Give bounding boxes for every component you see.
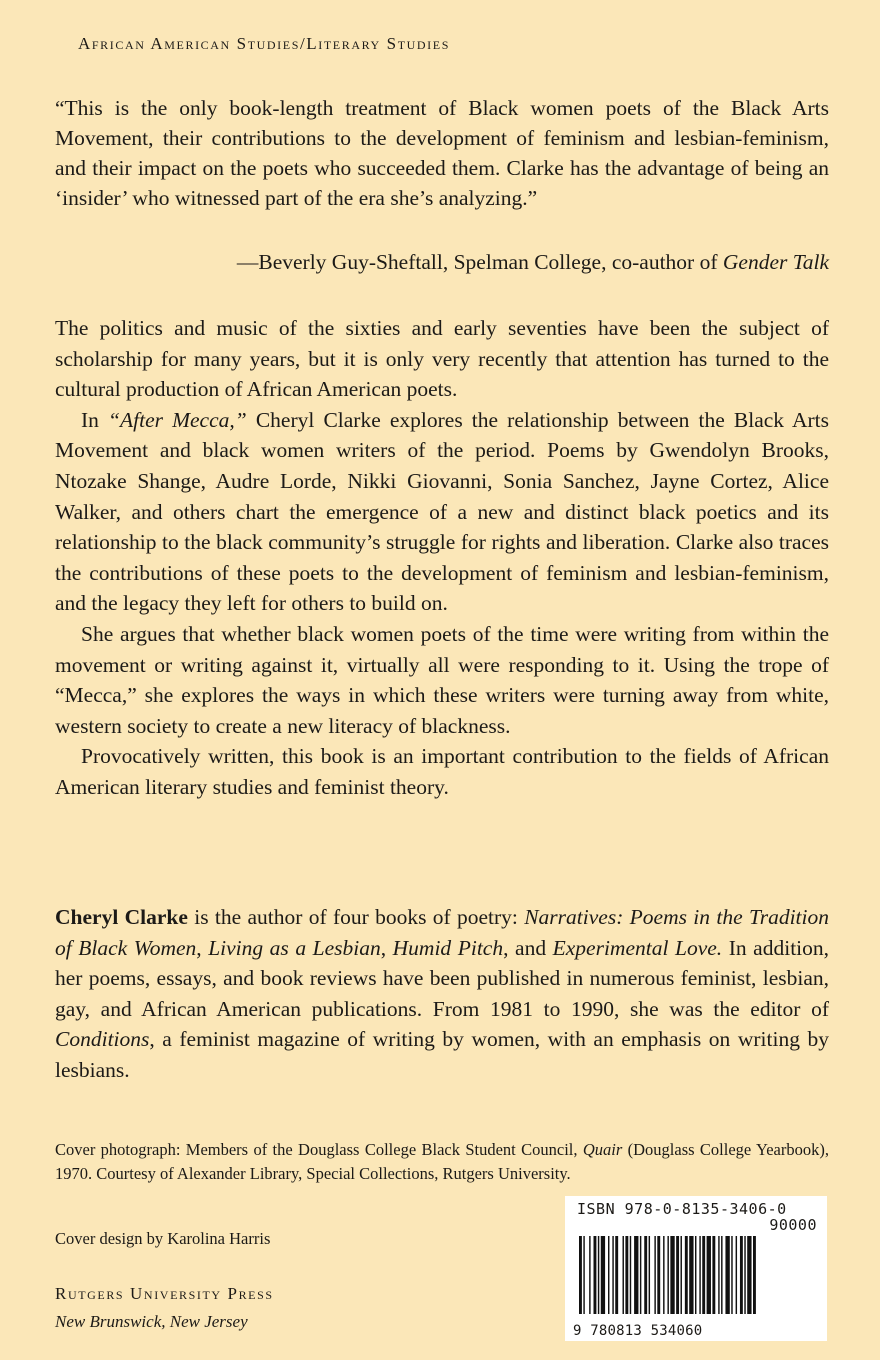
barcode-bar xyxy=(689,1236,693,1314)
photo-credit: Cover photograph: Members of the Douglass College Black Student Council, Quair (Douglass College Yearbook), 1970. Courtesy of Alexander Library, Special Collections, Rutgers University. xyxy=(55,1140,829,1183)
barcode-bar xyxy=(667,1236,668,1314)
barcode-bar xyxy=(654,1236,655,1314)
barcode-bar xyxy=(740,1236,743,1314)
barcode-bar xyxy=(589,1236,590,1314)
barcode-bar xyxy=(670,1236,674,1314)
barcode-bar xyxy=(601,1236,605,1314)
description-paragraph: Provocatively written, this book is an important contribution to the fields of African American literary studies and feminist theory. xyxy=(55,744,829,799)
ean-digits: 9 780813 534060 xyxy=(573,1323,703,1339)
barcode-bar xyxy=(623,1236,624,1314)
barcode-bar xyxy=(747,1236,751,1314)
barcode-bar xyxy=(744,1236,745,1314)
barcode-bar xyxy=(731,1236,732,1314)
barcode-bar xyxy=(630,1236,631,1314)
barcode-bar xyxy=(681,1236,682,1314)
barcode-bar xyxy=(579,1236,582,1314)
barcode-bar xyxy=(702,1236,705,1314)
description-paragraph: In “After Mecca,” Cheryl Clarke explores the relationship between the Black Arts Movement and black women writers of the period. Poems by Gwendolyn Brooks, Ntozake Shange, Audre Lorde, Nikki Giovanni, Sonia Sanchez, Jayne Cortez, Alice Walker, and others chart the emergence of a new and distinct black poetics and its relationship to the black community’s struggle for rights and liberation. Clarke also traces the contributions of these poets to the development of feminism and lesbian-feminism, and the legacy they left for others to build on. xyxy=(55,407,829,616)
barcode-bar xyxy=(712,1236,715,1314)
barcode-bars xyxy=(577,1236,817,1318)
barcode-bar xyxy=(608,1236,609,1314)
barcode-bar xyxy=(644,1236,647,1314)
barcode-bar xyxy=(583,1236,584,1314)
design-credit: Cover design by Karolina Harris xyxy=(55,1229,271,1248)
endorsement-attribution: —Beverly Guy-Sheftall, Spelman College, co-author of Gender Talk xyxy=(236,250,829,274)
barcode-bar xyxy=(612,1236,613,1314)
barcode-bar xyxy=(649,1236,650,1314)
barcode-bar xyxy=(707,1236,711,1314)
barcode-bar xyxy=(594,1236,597,1314)
barcode-bar xyxy=(657,1236,660,1314)
barcode-bar xyxy=(640,1236,641,1314)
barcode-bar xyxy=(725,1236,729,1314)
barcode-bar xyxy=(598,1236,599,1314)
author-bio: Cheryl Clarke is the author of four books of poetry: Narratives: Poems in the Tradition of Black Women, Living as a Lesbian, Humid Pitch, and Experimental Love. In addition, her poems, essays, and book reviews have been published in numerous feminist, lesbian, gay, and African American publications. From 1981 to 1990, she was the editor of Conditions, a feminist magazine of writing by women, with an emphasis on writing by lesbians. xyxy=(55,905,830,1082)
publisher-name: Rutgers University Press xyxy=(55,1284,274,1303)
author-name: Cheryl Clarke xyxy=(55,905,188,929)
barcode-bar xyxy=(699,1236,700,1314)
barcode-bar xyxy=(634,1236,638,1314)
endorsement-quote: “This is the only book-length treatment of Black women poets of the Black Arts Movement, their contributions to the development of feminism and lesbian-feminism, and their impact on the poets who succeeded them. Clarke has the advantage of being an ‘insider’ who witnessed part of the era she’s analyzing.” xyxy=(55,96,829,210)
barcode-bar xyxy=(663,1236,664,1314)
barcode-bar xyxy=(695,1236,696,1314)
book-description xyxy=(55,313,829,803)
barcode-bar xyxy=(736,1236,737,1314)
isbn-number: ISBN 978-0-8135-3406-0 xyxy=(577,1200,787,1218)
barcode-bar xyxy=(753,1236,756,1314)
barcode-bar xyxy=(676,1236,679,1314)
barcode-bar xyxy=(718,1236,719,1314)
category-label: African American Studies/Literary Studies xyxy=(78,34,450,53)
barcode-bar xyxy=(625,1236,628,1314)
description-paragraph: She argues that whether black women poets of the time were writing from within the movement or writing against it, virtually all were responding to it. Using the trope of “Mecca,” she explores the ways in which these writers were turning away from white, western society to create a new literacy of blackness. xyxy=(55,621,829,738)
barcode-bar xyxy=(685,1236,688,1314)
isbn-barcode xyxy=(565,1196,827,1341)
description-paragraph: The politics and music of the sixties and early seventies have been the subject of scholarship for many years, but it is only very recently that attention has turned to the cultural production of African American poets. xyxy=(55,316,829,402)
barcode-bar xyxy=(721,1236,722,1314)
barcode-bar xyxy=(615,1236,618,1314)
publisher-location: New Brunswick, New Jersey xyxy=(55,1312,248,1331)
price-code: 90000 xyxy=(769,1216,817,1234)
